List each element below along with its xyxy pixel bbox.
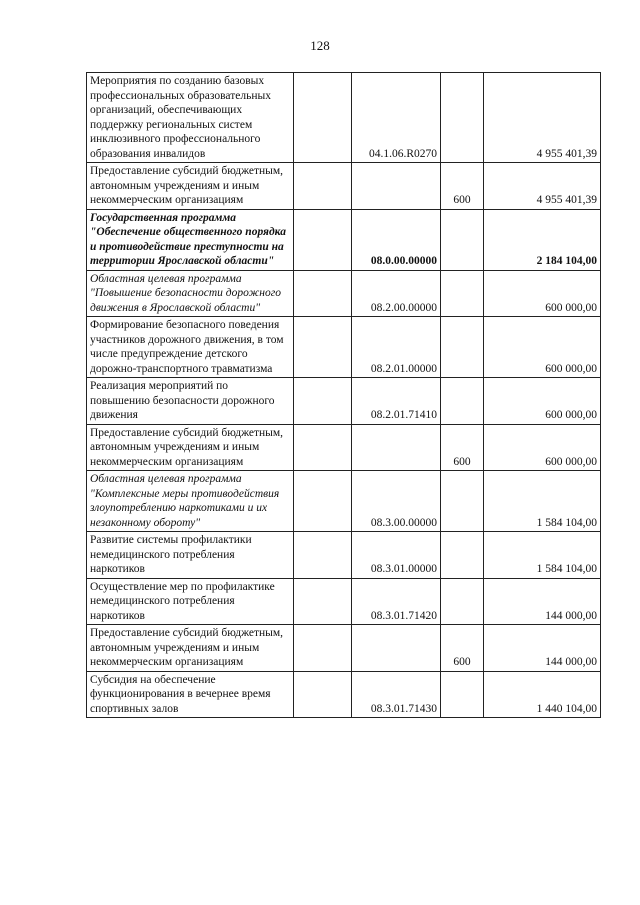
row-blank-cell	[294, 578, 352, 625]
table-row	[87, 317, 601, 378]
row-amount-cell: 1 440 104,00	[484, 671, 601, 718]
row-name-cell: Предоставление субсидий бюджетным, автономным учреждениям и иным некоммерческим организациям	[87, 424, 294, 471]
table-row	[87, 671, 601, 718]
row-type-cell: 600	[441, 163, 484, 210]
row-type-cell	[441, 578, 484, 625]
table-row	[87, 578, 601, 625]
row-blank-cell	[294, 471, 352, 532]
row-name-cell: Осуществление мер по профилактике немедицинского потребления наркотиков	[87, 578, 294, 625]
row-type-cell: 600	[441, 424, 484, 471]
row-blank-cell	[294, 317, 352, 378]
row-amount-cell: 2 184 104,00	[484, 209, 601, 270]
row-code-cell: 08.2.01.71410	[352, 378, 441, 425]
row-code-cell: 08.2.01.00000	[352, 317, 441, 378]
row-amount-cell: 600 000,00	[484, 317, 601, 378]
row-name-cell: Реализация мероприятий по повышению безопасности дорожного движения	[87, 378, 294, 425]
row-name-cell: Предоставление субсидий бюджетным, автономным учреждениям и иным некоммерческим организациям	[87, 625, 294, 672]
row-type-cell	[441, 671, 484, 718]
row-name-cell: Мероприятия по созданию базовых профессиональных образовательных организаций, обеспечивающих поддержку региональных систем инклюзивного профессионального образования инвалидов	[87, 73, 294, 163]
row-type-cell: 600	[441, 625, 484, 672]
row-name-cell: Формирование безопасного поведения участников дорожного движения, в том числе предупреждение детского дорожно-транспортного травматизма	[87, 317, 294, 378]
row-code-cell: 08.3.01.71430	[352, 671, 441, 718]
row-blank-cell	[294, 671, 352, 718]
table-row	[87, 209, 601, 270]
row-code-cell: 04.1.06.R0270	[352, 73, 441, 163]
table-row	[87, 532, 601, 579]
row-blank-cell	[294, 378, 352, 425]
row-code-cell: 08.3.01.00000	[352, 532, 441, 579]
table-row	[87, 163, 601, 210]
row-amount-cell: 144 000,00	[484, 625, 601, 672]
row-amount-cell: 600 000,00	[484, 270, 601, 317]
row-name-cell: Областная целевая программа "Повышение безопасности дорожного движения в Ярославской области"	[87, 270, 294, 317]
row-code-cell: 08.0.00.00000	[352, 209, 441, 270]
row-type-cell	[441, 532, 484, 579]
row-blank-cell	[294, 424, 352, 471]
row-name-cell: Субсидия на обеспечение функционирования в вечернее время спортивных залов	[87, 671, 294, 718]
row-amount-cell: 600 000,00	[484, 424, 601, 471]
row-blank-cell	[294, 532, 352, 579]
table-row	[87, 424, 601, 471]
row-blank-cell	[294, 73, 352, 163]
row-type-cell	[441, 270, 484, 317]
row-name-cell: Развитие системы профилактики немедицинского потребления наркотиков	[87, 532, 294, 579]
row-amount-cell: 4 955 401,39	[484, 73, 601, 163]
row-blank-cell	[294, 625, 352, 672]
table-row	[87, 270, 601, 317]
page-number: 128	[310, 38, 330, 53]
budget-table	[86, 72, 601, 718]
row-amount-cell: 4 955 401,39	[484, 163, 601, 210]
row-amount-cell: 1 584 104,00	[484, 471, 601, 532]
row-amount-cell: 1 584 104,00	[484, 532, 601, 579]
row-type-cell	[441, 73, 484, 163]
row-type-cell	[441, 471, 484, 532]
table-row	[87, 378, 601, 425]
table-row	[87, 73, 601, 163]
row-code-cell	[352, 163, 441, 210]
table-row	[87, 471, 601, 532]
row-blank-cell	[294, 163, 352, 210]
row-name-cell: Областная целевая программа "Комплексные меры противодействия злоупотреблению наркотиками и их незаконному обороту"	[87, 471, 294, 532]
row-type-cell	[441, 317, 484, 378]
row-amount-cell: 144 000,00	[484, 578, 601, 625]
row-type-cell	[441, 209, 484, 270]
row-code-cell	[352, 424, 441, 471]
row-code-cell: 08.2.00.00000	[352, 270, 441, 317]
row-code-cell	[352, 625, 441, 672]
table-row	[87, 625, 601, 672]
row-name-cell: Предоставление субсидий бюджетным, автономным учреждениям и иным некоммерческим организациям	[87, 163, 294, 210]
row-type-cell	[441, 378, 484, 425]
row-blank-cell	[294, 270, 352, 317]
row-code-cell: 08.3.00.00000	[352, 471, 441, 532]
budget-table-body	[87, 73, 601, 718]
row-amount-cell: 600 000,00	[484, 378, 601, 425]
row-code-cell: 08.3.01.71420	[352, 578, 441, 625]
row-blank-cell	[294, 209, 352, 270]
row-name-cell: Государственная программа "Обеспечение общественного порядка и противодействие преступности на территории Ярославской области"	[87, 209, 294, 270]
